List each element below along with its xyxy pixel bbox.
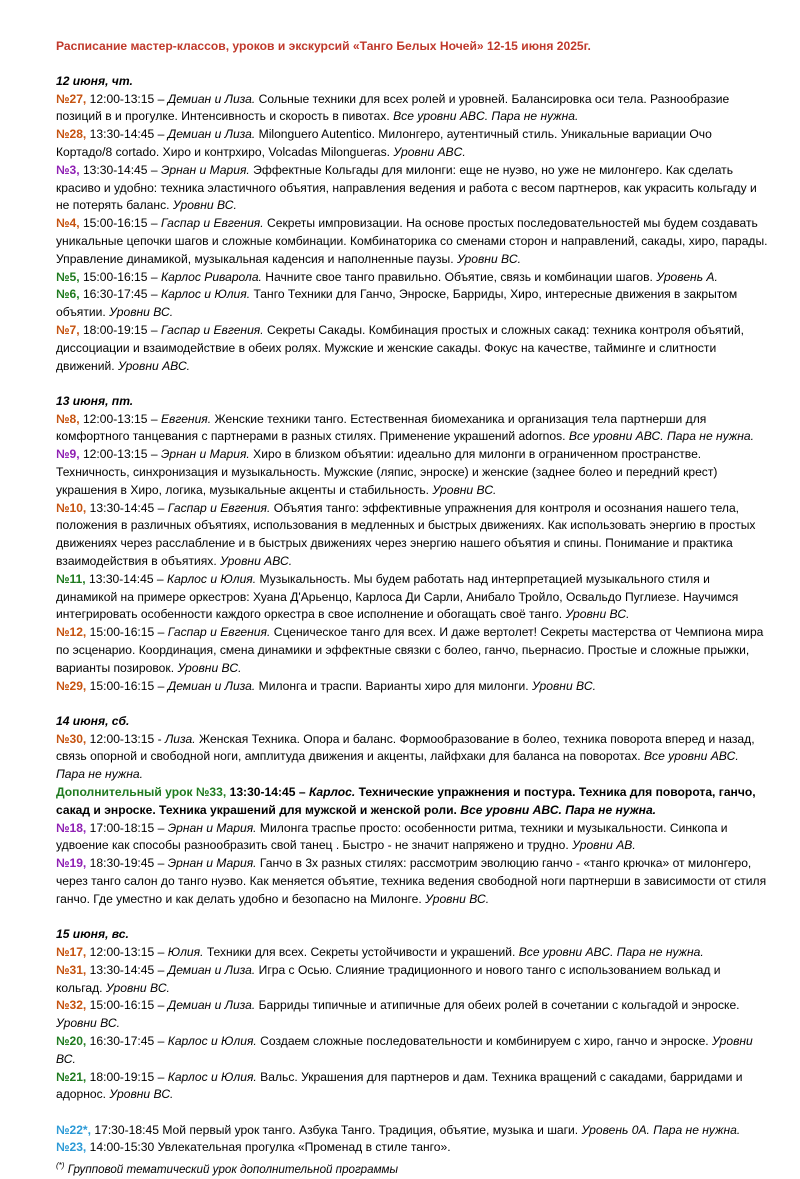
lesson-time: 17:00-18:15 – xyxy=(89,820,165,835)
lesson-time: 15:00-16:15 – xyxy=(89,625,165,640)
day-title: 14 июня, сб. xyxy=(56,713,130,728)
lesson-number: №19, xyxy=(56,856,87,871)
lesson-number: №17, xyxy=(56,944,87,959)
day-section xyxy=(56,713,770,909)
lesson-description: Секреты импровизации. На основе простых последовательностей мы будем создавать уникальные цепочки шагов и сложные комбинации. Комбинаторика со сменами сторон и направлений, сакады, хиро, парады. Управление динамикой, музыкальная каденсия и наполненные паузы. xyxy=(56,216,768,266)
lesson-teacher: Карлос и Юлия. xyxy=(167,1069,257,1084)
lesson-description: Игра с Осью. Слияние традиционного и нового танго с использованием волькад и кольгад. xyxy=(56,962,721,995)
lesson-time: 13:30-14:45 – xyxy=(89,962,165,977)
lesson-time: 18:00-19:15 – xyxy=(82,322,158,337)
lesson-level: Уровни ВС. xyxy=(105,980,170,995)
lesson-entry xyxy=(56,678,770,696)
day-title: 13 июня, пт. xyxy=(56,393,134,408)
lesson-entry xyxy=(56,162,770,215)
lesson-description: Сольные техники для всех ролей и уровней. Балансировка оси тела. Разнообразие позиций в и прогулке. Интенсивность и скорость в пивотах. xyxy=(56,91,730,124)
lesson-teacher: Гаспар и Евгения. xyxy=(160,216,264,231)
lesson-level: Уровни ВС. xyxy=(109,305,174,320)
lesson-teacher: Эрнан и Мария. xyxy=(160,162,250,177)
lesson-time: 15:00-16:15 – xyxy=(82,269,158,284)
lesson-time: 15:00-16:15 – xyxy=(82,216,158,231)
lesson-teacher: Демиан и Лиза. xyxy=(167,962,256,977)
lesson-level: Уровни АВ. xyxy=(572,838,636,853)
lesson-time: 16:30-17:45 – xyxy=(89,1033,165,1048)
lesson-entry xyxy=(56,1069,770,1105)
day-title: 12 июня, чт. xyxy=(56,73,133,88)
lesson-teacher: Эрнан и Мария. xyxy=(167,820,257,835)
lesson-description: Милонга и траспи. Варианты хиро для милонги. xyxy=(258,678,529,693)
footnote xyxy=(56,1157,770,1179)
lesson-level: Все уровни АВС. Пара не нужна. xyxy=(568,429,754,444)
lesson-number: №10, xyxy=(56,500,87,515)
lesson-number: №18, xyxy=(56,820,87,835)
lesson-entry xyxy=(56,126,770,162)
lesson-level: Уровни ВС. xyxy=(109,1087,174,1102)
lesson-level: Уровни ABC. xyxy=(393,144,466,159)
lesson-description: Секреты Сакады. Комбинация простых и сложных сакад: техника контроля объятий, диссоциации и взаимодействие в обеих ролях. Мужские и женские сакады. Фокус на качестве, тайминге и слитности движений. xyxy=(56,322,744,373)
lesson-time: 18:00-19:15 – xyxy=(89,1069,165,1084)
lesson-description: Милонга траспье просто: особенности ритма, техники и музыкальности. Синкопа и удвоение как способы разнообразить свой танец . Быстро - не значит напряжено и трудно. xyxy=(56,820,728,853)
footnote-text: Групповой тематический урок дополнительной программы xyxy=(67,1163,399,1177)
lesson-number: №8, xyxy=(56,411,80,426)
lesson-time: 14:00-15:30 xyxy=(89,1140,155,1155)
lesson-level: Уровни АВС. xyxy=(220,554,293,569)
lesson-number: №22*, xyxy=(56,1122,91,1137)
lesson-number: №9, xyxy=(56,447,80,462)
lesson-description: Объятия танго: эффективные упражнения для контроля и осознания нашего тела, положения в различных объятиях, использования в медленных и быстрых движениях. Как использовать энергию в простых движениях через расслабление и в быстрых движениях через энергию нашего объятия и спины. Понимание и практика взаимодействия в объятиях. xyxy=(56,500,756,569)
day-section xyxy=(56,393,770,696)
lesson-description: Увлекательная прогулка «Променад в стиле танго». xyxy=(157,1140,451,1155)
lesson-description: Вальс. Украшения для партнеров и дам. Техника вращений с сакадами, барридами и адорнос. xyxy=(56,1069,743,1102)
lesson-description: Женские техники танго. Естественная биомеханика и организация тела партнерши для комфортного танцевания с партнерами в разных стилях. Применение украшений adornos. xyxy=(56,411,707,444)
lesson-entry xyxy=(56,91,770,127)
lesson-number: №4, xyxy=(56,216,80,231)
lesson-level: Уровни ВС. xyxy=(56,1033,753,1066)
lesson-description: Сценическое танго для всех. И даже вертолет! Секреты мастерства от Чемпиона мира по эсценарио. Координация, смена динамики и эффектные связки с болео, ганчо, пьернасио. Простые и сложные прыжки, варианты позировок. xyxy=(56,625,764,675)
extra-lesson-entry xyxy=(56,1139,770,1157)
days-container xyxy=(56,73,770,1104)
lesson-entry xyxy=(56,624,770,677)
lesson-number: №32, xyxy=(56,998,87,1013)
lesson-description: Техники для всех. Секреты устойчивости и украшений. xyxy=(206,944,516,959)
lesson-entry xyxy=(56,997,770,1033)
lesson-description: Барриды типичные и атипичные для обеих ролей в сочетании с кольгадой и энроске. xyxy=(258,998,740,1013)
lesson-time: 13:30-14:45 – xyxy=(82,162,158,177)
lesson-number: №27, xyxy=(56,91,87,106)
lesson-level: Уровни ВС. xyxy=(425,891,490,906)
lesson-entry xyxy=(56,944,770,962)
lesson-teacher: Демиан и Лиза. xyxy=(167,91,256,106)
lesson-time: 13:30-14:45 – xyxy=(229,785,306,800)
lesson-time: 13:30-14:45 – xyxy=(89,500,165,515)
lesson-teacher: Эрнан и Мария. xyxy=(167,856,257,871)
lesson-level: Уровни ВС. xyxy=(172,198,237,213)
lesson-entry xyxy=(56,962,770,998)
day-section xyxy=(56,926,770,1104)
lesson-description: Эффектные Кольгады для милонги: еще не нуэво, но уже не милонгеро. Как сделать красиво и удобно: техника эластичного объятия, направления ведения и работа с весом партнеров, как украсить кольгаду и не потерять баланс. xyxy=(56,162,757,213)
lesson-teacher: Карлос. xyxy=(308,785,356,800)
lesson-entry xyxy=(56,571,770,624)
lesson-teacher: Карлос Риварола. xyxy=(160,269,262,284)
lesson-description: Женская Техника. Опора и баланс. Формообразование в болео, техника поворота вперед и назад, связь опорной и свободной ноги, амплитуда движения и акценты, лайфхаки для баланса на поворотах. xyxy=(56,731,755,764)
lesson-level: Уровни ВС. xyxy=(432,482,497,497)
lesson-time: 12:00-13:15 – xyxy=(82,447,158,462)
lesson-number: №30, xyxy=(56,731,87,746)
lesson-teacher: Карлос и Юлия. xyxy=(167,1033,257,1048)
lesson-time: 12:00-13:15 – xyxy=(82,411,158,426)
lesson-time: 12:00-13:15 – xyxy=(89,91,165,106)
lesson-teacher: Демиан и Лиза. xyxy=(167,998,256,1013)
lesson-level: Уровень 0А. Пара не нужна. xyxy=(581,1122,741,1137)
lesson-level: Уровни ВС. xyxy=(531,678,596,693)
lesson-teacher: Демиан и Лиза. xyxy=(167,127,256,142)
lesson-description: Хиро в близком объятии: идеально для милонги в ограниченном пространстве. Техничность, синхронизация и музыкальность. Мужские (ляпис, энроске) и женские (заднее болео и передний крест) украшения в Хиро, логика, музыкальные акценты и стабильность. xyxy=(56,447,718,497)
lesson-number: №3, xyxy=(56,162,80,177)
lesson-number: №7, xyxy=(56,322,80,337)
lesson-entry xyxy=(56,731,770,784)
lesson-teacher: Евгения. xyxy=(160,411,212,426)
footnote-mark: (*) xyxy=(56,1161,65,1171)
lesson-number: №5, xyxy=(56,269,80,284)
lesson-entry xyxy=(56,855,770,908)
lesson-teacher: Юлия. xyxy=(167,944,204,959)
lesson-teacher: Гаспар и Евгения. xyxy=(167,625,271,640)
lesson-description: Технические упражнения и постура. Техника для поворота, ганчо, сакад и энроске. Техника украшений для мужской и женской роли. xyxy=(56,785,756,817)
lesson-teacher: Лиза. xyxy=(165,731,196,746)
lesson-teacher: Карлос и Юлия. xyxy=(160,287,251,302)
lesson-level: Уровень А. xyxy=(656,269,718,284)
lesson-entry xyxy=(56,286,770,322)
lesson-teacher: Карлос и Юлия. xyxy=(167,571,257,586)
lesson-level: Все уровни АВС. Пара не нужна. xyxy=(460,802,657,817)
lesson-entry xyxy=(56,322,770,375)
lesson-description: Начните свое танго правильно. Объятие, связь и комбинации шагов. xyxy=(265,269,653,284)
lesson-teacher: Эрнан и Мария. xyxy=(160,447,250,462)
lesson-entry xyxy=(56,446,770,499)
lesson-level: Все уровни ABC. Пара не нужна. xyxy=(393,109,579,124)
document-title: Расписание мастер-классов, уроков и экскурсий «Танго Белых Ночей» 12-15 июня 2025г. xyxy=(56,39,591,53)
lesson-entry xyxy=(56,500,770,571)
lesson-teacher: Гаспар и Евгения. xyxy=(167,500,271,515)
lesson-entry xyxy=(56,411,770,447)
lesson-entry xyxy=(56,215,770,268)
lesson-description: Музыкальность. Мы будем работать над интерпретацией музыкального стиля и динамикой на примере оркестров: Хуана Д'Арьенцо, Карлоса Ди Сарли, Анибало Тройло, Освальдо Пуглиезе. Научимся интегрировать особенности каждого оркестра в свое исполнение и обогащать своё танго. xyxy=(56,571,739,622)
lesson-number: №6, xyxy=(56,287,80,302)
lesson-entry xyxy=(56,1033,770,1069)
lesson-time: 15:00-16:15 – xyxy=(89,998,165,1013)
lesson-level: Все уровни АВС. Пара не нужна. xyxy=(518,944,704,959)
additional-lesson xyxy=(56,784,770,820)
day-title: 15 июня, вс. xyxy=(56,927,129,942)
lesson-number: №21, xyxy=(56,1069,87,1084)
lesson-entry xyxy=(56,269,770,287)
lesson-description: Ганчо в 3х разных стилях: рассмотрим эволюцию ганчо - «танго крючка» от милонгеро, через танго салон до танго нуэво. Как меняется объятие, техника ведения свободной ноги партнерши в зависимости от стиля ганчо. Где уместно и как делать удобно и безопасно на Милонге. xyxy=(56,856,767,906)
lesson-time: 13:30-14:45 – xyxy=(89,571,164,586)
lesson-time: 18:30-19:45 – xyxy=(89,856,165,871)
lesson-time: 15:00-16:15 – xyxy=(89,678,165,693)
lesson-number: №23, xyxy=(56,1140,87,1155)
additional-lesson-label: Дополнительный урок №33, xyxy=(56,785,227,800)
lesson-number: №12, xyxy=(56,625,87,640)
lesson-description: Milonguero Autentico. Милонгеро, аутентичный стиль. Уникальные вариации Очо Кортадо/8 cortado. Хиро и контрхиро, Volcadas Milongueras. xyxy=(56,127,712,159)
lesson-time: 17:30-18:45 xyxy=(94,1122,159,1137)
lesson-time: 13:30-14:45 – xyxy=(89,127,165,142)
lesson-level: Уровни ВС. xyxy=(177,660,242,675)
lesson-description: Создаем сложные последовательности и комбинируем с хиро, ганчо и энроске. xyxy=(260,1033,709,1048)
lesson-entry xyxy=(56,820,770,856)
lesson-level: Все уровни АВС. Пара не нужна. xyxy=(56,749,739,782)
lesson-time: 16:30-17:45 – xyxy=(82,287,158,302)
lesson-teacher: Демиан и Лиза. xyxy=(167,678,256,693)
lesson-time: 12:00-13:15 - xyxy=(89,731,162,746)
lesson-teacher: Гаспар и Евгения. xyxy=(160,322,264,337)
lesson-number: №31, xyxy=(56,962,87,977)
lesson-number: №29, xyxy=(56,678,87,693)
lesson-level: Уровни ВС. xyxy=(56,1016,120,1031)
lesson-time: 12:00-13:15 – xyxy=(89,944,165,959)
lesson-level: Уровни ВС. xyxy=(456,251,521,266)
day-section xyxy=(56,73,770,376)
lesson-number: №20, xyxy=(56,1033,87,1048)
lesson-number: №28, xyxy=(56,127,87,142)
lesson-number: №11, xyxy=(56,571,86,586)
lesson-description: Танго Техники для Ганчо, Энроске, Барриды, Хиро, интересные движения в закрытом объятии. xyxy=(56,287,738,320)
lesson-level: Уровни АВС. xyxy=(117,358,191,373)
lesson-description: Мой первый урок танго. Азбука Танго. Традиция, объятие, музыка и шаги. xyxy=(162,1122,579,1137)
lesson-level: Уровни ВС. xyxy=(565,607,630,622)
extra-lessons xyxy=(56,1122,770,1179)
